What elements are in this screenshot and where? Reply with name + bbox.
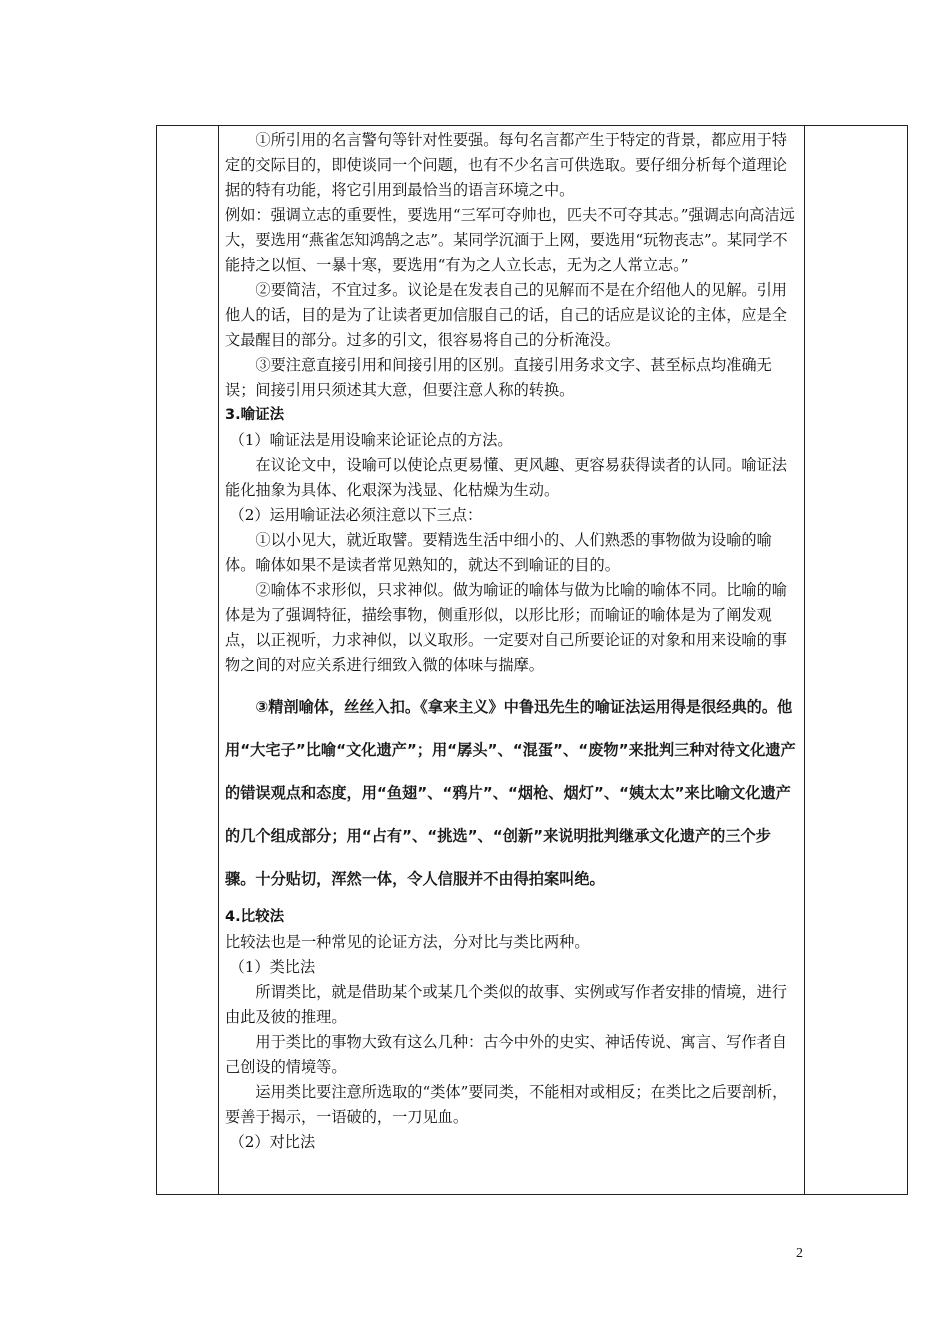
paragraph-analogy-method-def: 所谓类比，就是借助某个或某几个类似的故事、实例或写作者安排的情境，进行由此及彼的推理。 — [225, 983, 787, 1026]
paragraph-quote-relevance: ①所引用的名言警句等针对性要强。每句名言都产生于特定的背景，都应用于特定的交际目的，即使谈同一个问题，也有不少名言可供选取。要仔细分析每个道理论据的特有功能，将它引用到最恰当的语言环境之中。 — [225, 131, 787, 199]
paragraph-analogy-points: （2）运用喻证法必须注意以下三点： — [229, 506, 483, 524]
section-heading-comparison: 4.比较法 — [225, 909, 285, 925]
left-column-cell — [157, 126, 219, 1195]
paragraph-concise: ②要简洁，不宜过多。议论是在发表自己的见解而不是在介绍他人的见解。引用他人的话，目的是为了让读者更加信服自己的话，自己的话应是议论的主体，应是全文最醒目的部分。过多的引文，很容易将自己的分析淹没。 — [225, 281, 787, 349]
paragraph-direct-indirect: ③要注意直接引用和间接引用的区别。直接引用务求文字、甚至标点均准确无误；间接引用只须述其大意，但要注意人称的转换。 — [225, 356, 772, 399]
paragraph-analogy-caution: 运用类比要注意所选取的“类体”要同类，不能相对或相反；在类比之后要剖析，要善于揭示，一语破的，一刀见血。 — [225, 1083, 788, 1126]
content-cell — [219, 126, 805, 1195]
paragraph-analogy-benefit: 在议论文中，设喻可以使论点更易懂、更风趣、更容易获得读者的认同。喻证法能化抽象为具体、化艰深为浅显、化枯燥为生动。 — [225, 456, 787, 499]
paragraph-comparison-intro: 比较法也是一种常见的论证方法，分对比与类比两种。 — [225, 933, 590, 951]
paragraph-example: 例如：强调立志的重要性，要选用“三军可夺帅也，匹夫不可夺其志。”强调志向高洁远大，要选用“燕雀怎知鸿鹄之志”。某同学沉湎于上网，要选用“玩物丧志”。某同学不能持之以恒、一暴十寒，要选用“有为之人立长志，无为之人常立志。” — [225, 206, 795, 274]
subheading-analogy-method: （1）类比法 — [229, 958, 316, 976]
paragraph-analogy-definition: （1）喻证法是用设喻来论证论点的方法。 — [229, 431, 513, 449]
section-heading-analogy: 3.喻证法 — [225, 407, 285, 423]
paragraph-point-two: ②喻体不求形似，只求神似。做为喻证的喻体与做为比喻的喻体不同。比喻的喻体是为了强调特征，描绘事物，侧重形似，以形比形；而喻证的喻体是为了阐发观点，以正视听，力求神似，以义取形。一定要对自己所要论证的对象和用来设喻的事物之间的对应关系进行细致入微的体味与揣摩。 — [225, 581, 787, 674]
right-column-cell — [805, 126, 908, 1195]
subheading-contrast-method: （2）对比法 — [229, 1133, 316, 1151]
page-number: 2 — [796, 1246, 803, 1261]
paragraph-point-one: ①以小见大，就近取譬。要精选生活中细小的、人们熟悉的事物做为设喻的喻体。喻体如果不是读者常见熟知的，就达不到喻证的目的。 — [225, 531, 772, 574]
lesson-table — [156, 125, 908, 1195]
paragraph-analogy-sources: 用于类比的事物大致有这么几种：古今中外的史实、神话传说、寓言、写作者自己创设的情境等。 — [225, 1033, 787, 1076]
table-row — [157, 126, 908, 1195]
paragraph-point-three-scanned: ③精剖喻体，丝丝入扣。《拿来主义》中鲁迅先生的喻证法运用得是很经典的。他用“大宅子”比喻“文化遗产”；用“孱头”、“混蛋”、“废物”来批判三种对待文化遗产的错误观点和态度，用“鱼翅”、“鸦片”、“烟枪、烟灯”、“姨太太”来比喻文化遗产的几个组成部分；用“占有”、“挑选”、“创新”来说明批判继承文化遗产的三个步骤。十分贴切，浑然一体，令人信服并不由得拍案叫绝。 — [225, 698, 796, 888]
content-body — [219, 126, 804, 1155]
